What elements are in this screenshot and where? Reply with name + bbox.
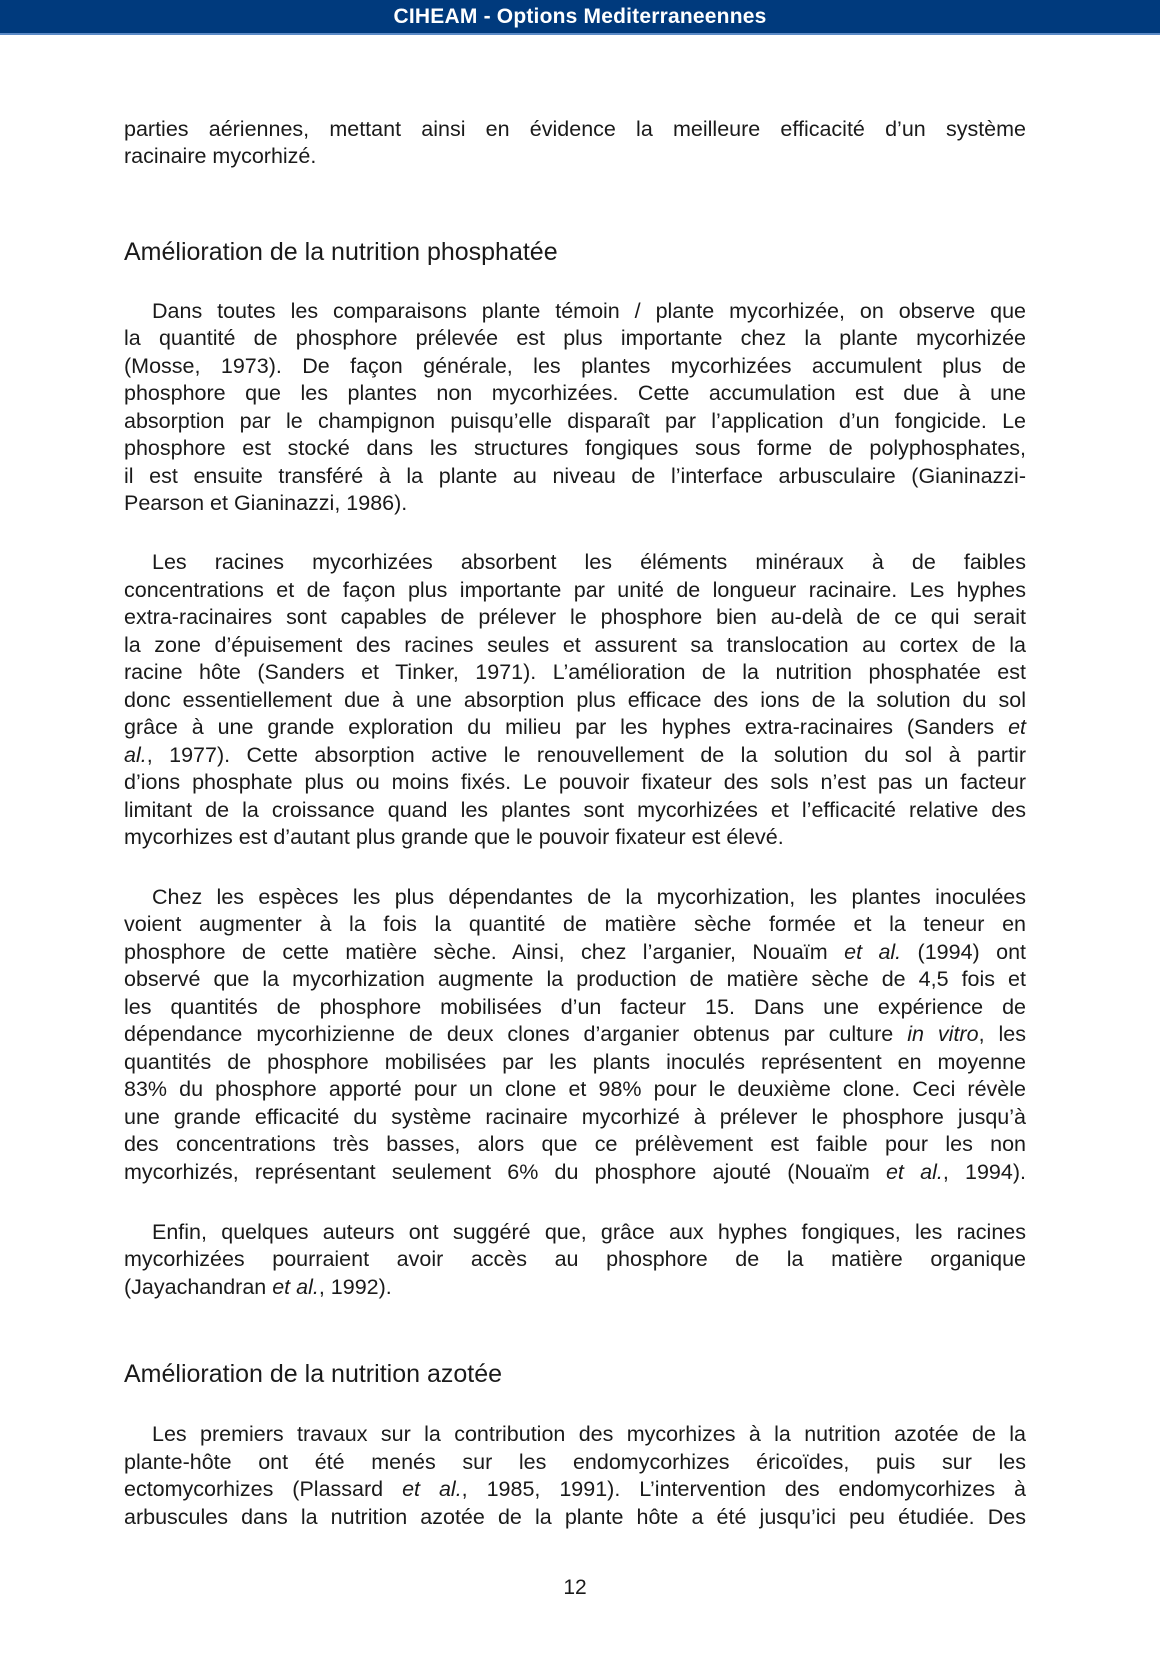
paragraph-line: [124, 1021, 1026, 1049]
paragraph-line: absorption par le champignon puisqu’elle disparaît par l’application d’un fongicide. Le: [124, 409, 1026, 433]
paragraph-line: plante-hôte ont été menés sur les endomycorhizes éricoïdes, puis sur les: [124, 1450, 1026, 1474]
page-number: 12: [563, 1576, 587, 1599]
paragraph-line: quantités de phosphore mobilisées par les plants inoculés représentent en moyenne: [124, 1050, 1026, 1074]
italic-citation: et al.: [844, 940, 902, 964]
line-text: , 1992).: [318, 1275, 392, 1299]
line-text: (1994) ont: [901, 940, 1026, 964]
line-text: (Jayachandran: [124, 1275, 273, 1299]
paragraph-line: d’ions phosphate plus ou moins fixés. Le pouvoir fixateur des sols n’est pas un facteur: [124, 770, 1026, 794]
banner-title: CIHEAM - Options Mediterraneennes: [393, 4, 767, 28]
paragraph-line: mycorhizées pourraient avoir accès au phosphore de la matière organique: [124, 1247, 1026, 1271]
paragraph-line: arbuscules dans la nutrition azotée de la plante hôte a été jusqu’ici peu étudiée. Des: [124, 1505, 1026, 1529]
paragraph-line: mycorhizes est d’autant plus grande que le pouvoir fixateur est élevé.: [124, 825, 784, 849]
paragraph-line: des concentrations très basses, alors que ce prélèvement est faible pour les non: [124, 1132, 1026, 1156]
italic-citation: et al.: [272, 1275, 319, 1299]
paragraph-line: limitant de la croissance quand les plantes sont mycorhizées et l’efficacité relative des: [124, 798, 1026, 822]
paragraph-line: Les premiers travaux sur la contribution des mycorhizes à la nutrition azotée de la: [152, 1422, 1026, 1446]
line-text: dépendance mycorhizienne de deux clones d’arganier obtenus par culture: [124, 1022, 908, 1046]
paragraph-line: Dans toutes les comparaisons plante témoin / plante mycorhizée, on observe que: [152, 299, 1026, 323]
paragraph-line: (Mosse, 1973). De façon générale, les plantes mycorhizées accumulent plus de: [124, 354, 1026, 378]
paragraph-line: extra-racinaires sont capables de prélever le phosphore bien au-delà de ce qui serait: [124, 605, 1026, 629]
paragraph-line: observé que la mycorhization augmente la production de matière sèche de 4,5 fois et: [124, 967, 1026, 991]
paragraph-line: phosphore est stocké dans les structures fongiques sous forme de polyphosphates,: [124, 436, 1026, 460]
line-text: , 1994).: [942, 1160, 1026, 1184]
paragraph-line: [124, 939, 1026, 967]
paragraph-line: les quantités de phosphore mobilisées d’un facteur 15. Dans une expérience de: [124, 995, 1026, 1019]
paragraph-line: [124, 1476, 1026, 1504]
paragraph-line: donc essentiellement due à une absorption plus efficace des ions de la solution du sol: [124, 688, 1026, 712]
paragraph-line: [124, 1274, 1026, 1302]
line-text: , les: [978, 1022, 1026, 1046]
line-text: phosphore de cette matière sèche. Ainsi, chez l’arganier, Nouaïm: [124, 940, 845, 964]
header-banner: [0, 0, 1160, 35]
paragraph-line: racine hôte (Sanders et Tinker, 1971). L’amélioration de la nutrition phosphatée est: [124, 660, 1026, 684]
section-heading-nitrogen: Amélioration de la nutrition azotée: [124, 1360, 503, 1388]
paragraph-line: il est ensuite transféré à la plante au niveau de l’interface arbusculaire (Gianinazzi-: [124, 464, 1026, 488]
paragraph-line: racinaire mycorhizé.: [124, 144, 317, 168]
line-text: ectomycorhizes (Plassard: [124, 1477, 403, 1501]
paragraph-line: [124, 714, 1026, 742]
paragraph-line: Enfin, quelques auteurs ont suggéré que, grâce aux hyphes fongiques, les racines: [152, 1220, 1026, 1244]
paragraph-line: la quantité de phosphore prélevée est plus importante chez la plante mycorhizée: [124, 326, 1026, 350]
paragraph-line: [124, 1159, 1026, 1187]
line-text: grâce à une grande exploration du milieu par les hyphes extra-racinaires (Sanders: [124, 715, 1009, 739]
line-text: , 1985, 1991). L’intervention des endomycorhizes à: [461, 1477, 1026, 1501]
italic-citation: et al.: [885, 1160, 943, 1184]
paragraph-line: la zone d’épuisement des racines seules et assurent sa translocation au cortex de la: [124, 633, 1026, 657]
paragraph-line: concentrations et de façon plus importante par unité de longueur racinaire. Les hyphes: [124, 578, 1026, 602]
line-text: , 1977). Cette absorption active le renouvellement de la solution du sol à partir: [146, 743, 1026, 767]
paragraph-line: 83% du phosphore apporté pour un clone et 98% pour le deuxième clone. Ceci révèle: [124, 1077, 1026, 1101]
paragraph-line: une grande efficacité du système racinaire mycorhizé à prélever le phosphore jusqu’à: [124, 1105, 1026, 1129]
paragraph-line: Pearson et Gianinazzi, 1986).: [124, 491, 408, 515]
italic-citation: al.: [124, 743, 147, 767]
paragraph-line: [124, 742, 1026, 770]
paragraph-line: parties aériennes, mettant ainsi en évidence la meilleure efficacité d’un système: [124, 117, 1026, 141]
section-heading-phosphate: Amélioration de la nutrition phosphatée: [124, 238, 558, 266]
line-text: mycorhizés, représentant seulement 6% du phosphore ajouté (Nouaïm: [124, 1160, 886, 1184]
italic-citation: et al.: [402, 1477, 462, 1501]
italic-citation: et: [1008, 715, 1026, 739]
italic-term: in vitro: [907, 1022, 979, 1046]
paragraph-line: phosphore que les plantes non mycorhizées. Cette accumulation est due à une: [124, 381, 1026, 405]
paragraph-line: Chez les espèces les plus dépendantes de la mycorhization, les plantes inoculées: [152, 885, 1026, 909]
paragraph-line: voient augmenter à la fois la quantité de matière sèche formée et la teneur en: [124, 912, 1026, 936]
paragraph-line: Les racines mycorhizées absorbent les éléments minéraux à de faibles: [152, 550, 1026, 574]
